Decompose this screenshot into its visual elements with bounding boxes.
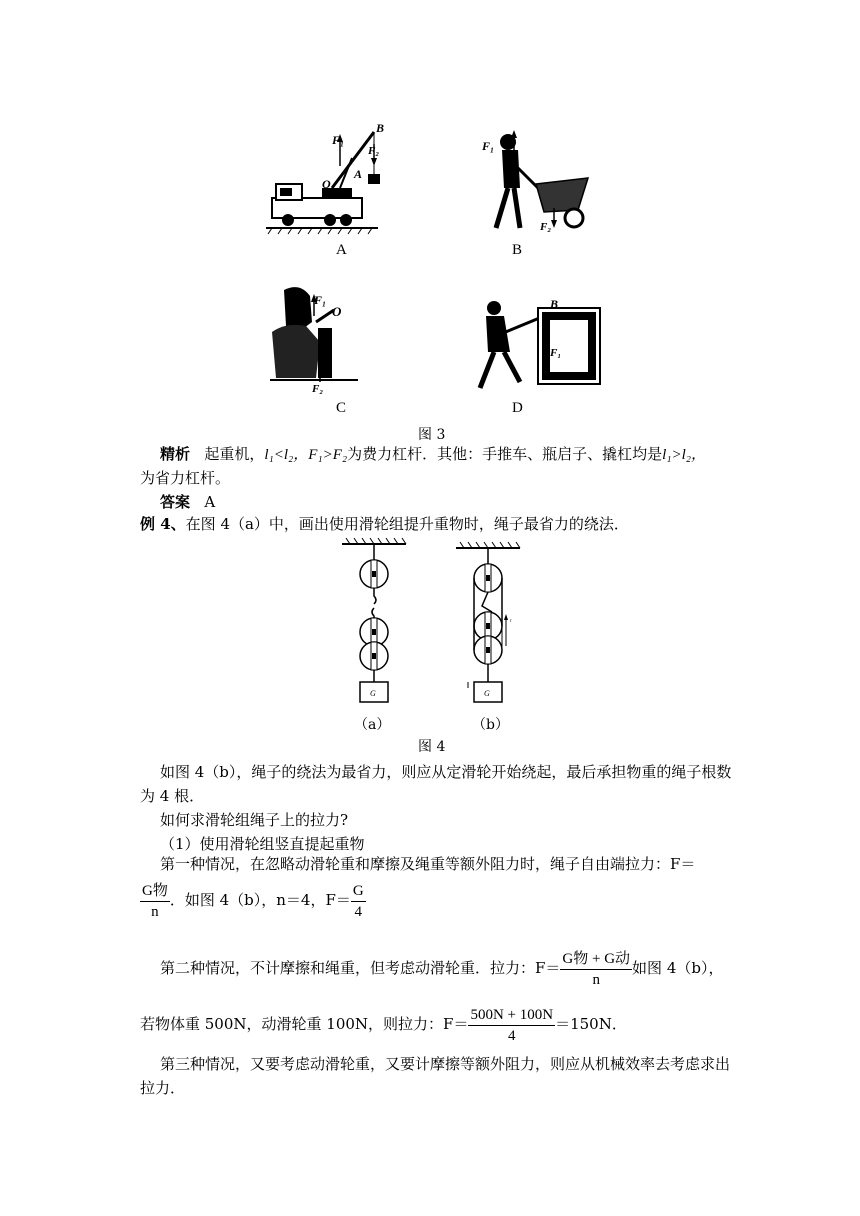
- svg-text:O: O: [332, 304, 342, 319]
- paragraph-1-line-2: 为 4 根．: [140, 787, 205, 805]
- answer-label: 答案: [160, 493, 191, 511]
- figure3-label-d: D: [512, 400, 523, 416]
- paragraph-3: （1）使用滑轮组竖直提起重物: [160, 835, 365, 853]
- formula-line-1: [140, 880, 740, 922]
- figure3-caption: 图 3: [418, 427, 446, 443]
- figure4-caption: 图 4: [418, 739, 446, 755]
- figure3-label-c: C: [336, 400, 347, 416]
- paragraph-1-line-1: 如图 4（b），绳子的绕法为最省力，则应从定滑轮开始绕起，最后承担物重的绳子根数: [160, 763, 732, 781]
- svg-text:F₂: F₂: [312, 383, 324, 395]
- pulley-system-b: [448, 542, 528, 708]
- svg-text:F₁: F₁: [482, 139, 495, 153]
- paragraph-6: [140, 1004, 740, 1046]
- example4-line: [140, 512, 740, 536]
- paragraph-5: [160, 948, 760, 990]
- analysis-line-2: 为省力杠杆。: [140, 469, 231, 487]
- paragraph-5-post: 如图 4（b），: [632, 959, 724, 977]
- example4-text: 在图 4（a）中，画出使用滑轮组提升重物时，绳子最省力的绕法．: [185, 515, 629, 533]
- paragraph-2: 如何求滑轮组绳子上的拉力?: [160, 811, 349, 829]
- svg-text:B: B: [376, 121, 385, 135]
- svg-text:F₁: F₁: [332, 133, 345, 147]
- paragraph-7-line-2: 拉力．: [140, 1079, 186, 1097]
- analysis-text-2: 为费力杠杆．其他：手推车、瓶启子、撬杠均是: [347, 445, 663, 463]
- paragraph-4: 第一种情况，在忽略动滑轮重和摩擦及绳重等额外阻力时，绳子自由端拉力：F＝: [160, 855, 696, 873]
- svg-text:F₁: F₁: [314, 293, 327, 307]
- crowbar-lever-illustration: [466, 298, 606, 394]
- formula-4-numerator: 500N + 100N: [468, 1005, 555, 1026]
- figure3-label-b: B: [512, 242, 523, 258]
- formula-3-numerator: G物 + G动: [560, 949, 632, 970]
- answer-line: [160, 490, 760, 514]
- svg-text:F₂: F₂: [540, 221, 552, 233]
- analysis-line-1: [160, 442, 760, 467]
- formula-line-1-text: ．如图 4（b），n＝4，F＝: [169, 891, 351, 909]
- svg-text:ʳ: ʳ: [510, 617, 512, 626]
- formula-fraction-4: [468, 1005, 555, 1046]
- formula-2-numerator: G: [351, 881, 366, 902]
- formula-4-denominator: 4: [508, 1027, 516, 1044]
- answer-value: A: [204, 493, 216, 511]
- svg-text:O: O: [322, 177, 331, 191]
- figure4-sublabel-a: （a）: [354, 717, 391, 733]
- formula-fraction-2: [351, 881, 366, 922]
- example4-label: 例 4、: [140, 515, 186, 533]
- analysis-condition-1: l₁<l₂，F₁>F₂: [264, 447, 348, 463]
- wheelbarrow-lever-illustration: [478, 128, 598, 238]
- formula-fraction-1: [140, 881, 170, 922]
- weight-label-a: G: [370, 689, 376, 698]
- paragraph-5-pre: 第二种情况，不计摩擦和绳重，但考虑动滑轮重．拉力：F＝: [160, 959, 561, 977]
- analysis-text-1: 起重机，: [204, 445, 265, 463]
- svg-text:F₂: F₂: [368, 145, 380, 157]
- paragraph-6-pre: 若物体重 500N，动滑轮重 100N，则拉力：F＝: [140, 1015, 469, 1033]
- svg-text:F₁: F₁: [550, 347, 562, 359]
- formula-3-denominator: n: [592, 971, 600, 988]
- paragraph-6-post: ＝150N．: [555, 1015, 627, 1033]
- formula-1-numerator: G物: [140, 881, 170, 902]
- analysis-condition-2: l₁>l₂，: [662, 447, 707, 463]
- figure3-label-a: A: [336, 242, 347, 258]
- pulley-system-a: [336, 538, 416, 708]
- formula-fraction-3: [560, 949, 632, 990]
- formula-1-denominator: n: [151, 903, 159, 920]
- paragraph-7-line-1: 第三种情况，又要考虑动滑轮重，又要计摩擦等额外阻力，则应从机械效率去考虑求出: [160, 1055, 731, 1073]
- crane-lever-illustration: [262, 118, 385, 238]
- svg-text:A: A: [354, 167, 363, 181]
- weight-label-b: G: [484, 689, 490, 698]
- figure4-sublabel-b: （b）: [472, 717, 509, 733]
- formula-2-denominator: 4: [354, 903, 363, 920]
- analysis-label: 精析: [160, 445, 191, 463]
- bottle-opener-lever-illustration: [266, 282, 366, 396]
- svg-text:B: B: [550, 297, 559, 311]
